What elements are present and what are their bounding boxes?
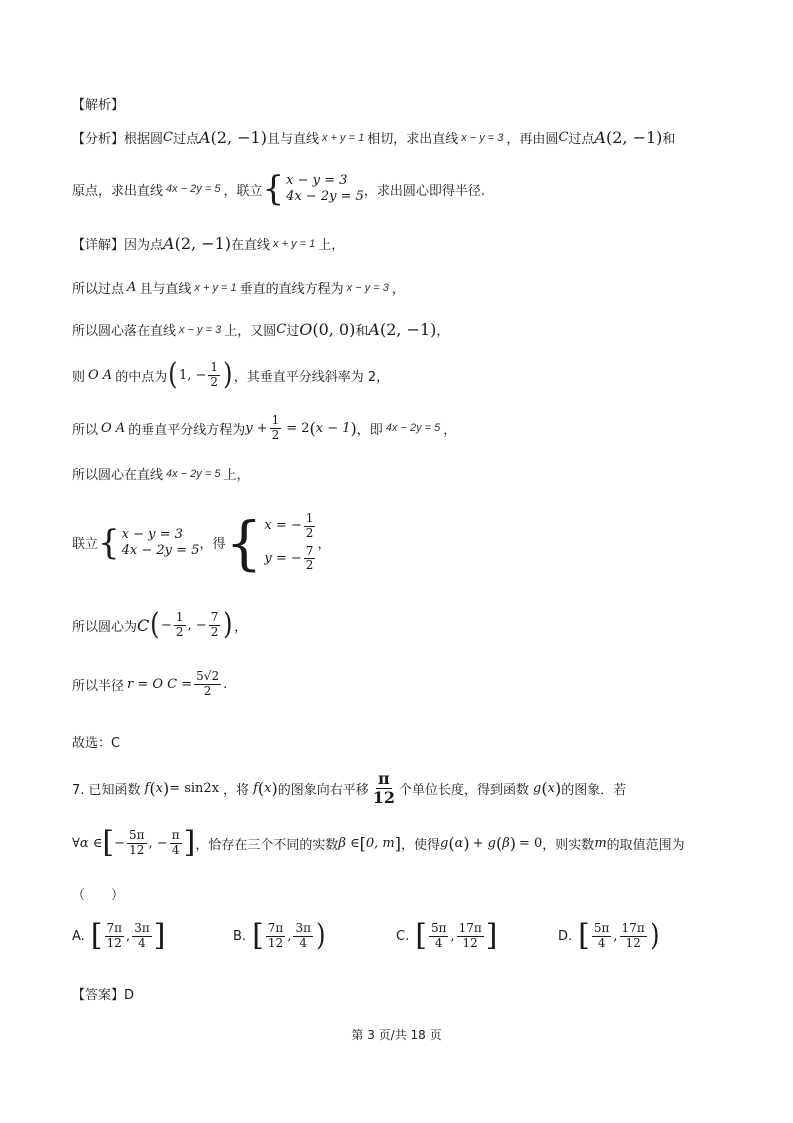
q7-line-1 <box>72 770 626 808</box>
text: 在直线 <box>231 238 271 253</box>
math-var: f <box>253 781 258 797</box>
bracket-left: [ <box>252 918 264 953</box>
solution-system <box>264 512 317 573</box>
solution-y <box>264 545 317 574</box>
xiangjie-line-1 <box>72 234 344 253</box>
numerator: 7π <box>106 920 123 935</box>
paren-left: ( <box>379 320 387 339</box>
paren-right: ) <box>223 357 233 392</box>
brace: { <box>98 522 120 563</box>
math-var: g <box>533 781 542 797</box>
numerator: 5π <box>129 827 145 842</box>
math-var: A <box>163 234 175 253</box>
equation-system <box>122 527 200 558</box>
xiangjie-line-6 <box>72 464 249 483</box>
paren-left: ( <box>605 128 613 147</box>
paren-right: ) <box>463 833 470 853</box>
math-var: x <box>547 781 555 797</box>
math-var: O A <box>101 420 126 436</box>
denominator: 2 <box>210 624 219 639</box>
math-text: = 2 <box>286 420 310 436</box>
math-var: α <box>454 835 464 851</box>
math-var: C <box>558 130 569 145</box>
eq-row: 4x − 2y = 5 <box>121 542 200 558</box>
text: 所以圆心为 <box>72 619 138 635</box>
paren-left: ( <box>309 418 316 438</box>
paren-left: ( <box>448 833 455 853</box>
math-var: g <box>440 835 449 851</box>
bracket-right: ] <box>153 918 166 953</box>
denominator: 12 <box>129 842 145 857</box>
minus: − <box>160 617 172 633</box>
text: ， <box>436 324 450 339</box>
math-text: β ∈ <box>338 835 360 851</box>
text: 上， <box>318 238 345 253</box>
text: ，则实数 <box>542 837 595 853</box>
text: 【详解】因为点 <box>72 238 164 253</box>
math-var: β <box>502 835 510 851</box>
paren-left: ( <box>541 779 548 799</box>
comma: , − <box>148 835 168 851</box>
fenxi-line-1 <box>72 128 675 147</box>
math-point: 2, −1 <box>612 128 657 147</box>
fraction <box>592 922 612 951</box>
bracket-left: [ <box>359 833 366 853</box>
text: 所以过点 <box>72 282 125 297</box>
xiangjie-line-10 <box>72 732 120 751</box>
denominator: 12 <box>267 935 284 950</box>
comma: , − <box>187 617 207 633</box>
text: （ ） <box>72 888 125 903</box>
paren-right: ) <box>350 418 357 438</box>
math-var: m <box>594 835 607 851</box>
paren-left: ( <box>168 357 178 392</box>
numerator: π <box>378 769 390 788</box>
math-var: A <box>127 280 137 295</box>
xiangjie-line-4 <box>72 357 390 392</box>
numerator: π <box>171 827 180 842</box>
math-eq: x + y = 1 <box>194 281 237 294</box>
fraction <box>429 922 449 951</box>
fraction <box>457 922 484 951</box>
fraction <box>266 922 286 951</box>
fraction <box>304 545 316 574</box>
page-number: 第 3 页/共 18 页 <box>351 1028 442 1042</box>
paren-right: ) <box>430 320 437 339</box>
paren-right: ) <box>316 918 326 953</box>
text: 垂直的直线方程为 <box>239 282 344 297</box>
paren-left: ( <box>150 607 160 642</box>
text: 的图象向右平移 <box>277 783 369 799</box>
paren-left: ( <box>174 234 181 253</box>
paren-right: ) <box>649 918 660 953</box>
paren-right: ) <box>162 779 170 799</box>
paren-right: ) <box>260 128 267 147</box>
fraction <box>293 922 313 951</box>
option-label: A. <box>72 928 85 944</box>
equation-system <box>286 173 364 204</box>
denominator: 4 <box>138 935 146 950</box>
xiangjie-line-7 <box>72 508 331 577</box>
text: ，即 <box>356 422 383 438</box>
text: 的图象．若 <box>561 783 627 799</box>
brace: { <box>262 169 285 209</box>
numerator: 3π <box>134 920 150 935</box>
paren-left: ( <box>312 320 319 339</box>
numerator: 1 <box>305 511 314 525</box>
math-text: ∀α ∈ <box>72 835 103 851</box>
answer-label: 【答案】D <box>72 988 135 1003</box>
paren-right: ) <box>509 833 516 853</box>
comma: , <box>287 928 292 944</box>
text: 过点 <box>172 132 199 147</box>
math-eq: 4x − 2y = 5 <box>166 183 221 195</box>
paren-right: ) <box>271 779 278 799</box>
bracket-left: [ <box>415 918 427 953</box>
paren-left: ( <box>149 779 156 799</box>
paren-right: ) <box>656 128 663 147</box>
fraction <box>132 922 152 951</box>
text: ， <box>234 619 248 635</box>
text: ，恰存在三个不同的实数 <box>195 837 339 853</box>
text: ， <box>391 282 405 297</box>
fraction <box>194 670 221 699</box>
eq-row: x − y = 3 <box>121 527 183 542</box>
numerator: 1 <box>271 413 280 427</box>
option-d[interactable] <box>558 918 660 953</box>
denominator: 2 <box>175 624 184 639</box>
math-text: r = O C = <box>127 676 193 692</box>
text: 的垂直平分线方程为 <box>128 422 246 438</box>
text: 所以半径 <box>72 678 125 694</box>
option-label: C. <box>396 928 410 944</box>
text: ， <box>443 422 457 438</box>
numerator: 17π <box>458 920 482 935</box>
fraction <box>304 512 316 541</box>
math-text: = sin2x <box>169 781 220 797</box>
bracket-right: ] <box>183 825 196 860</box>
math-var: O A <box>88 367 113 383</box>
text: 原点，求出直线 <box>72 183 164 199</box>
bracket-left: [ <box>102 825 115 860</box>
xiangjie-line-5 <box>72 414 456 443</box>
fraction <box>208 361 220 390</box>
text: 相切，求出直线 <box>367 132 459 147</box>
text: ，联立 <box>223 183 263 199</box>
paren-right: ) <box>349 320 356 339</box>
numerator: 1 <box>210 359 219 374</box>
xiangjie-line-3 <box>72 320 449 339</box>
denominator: 2 <box>210 374 219 389</box>
option-label: B. <box>233 928 247 944</box>
numerator: 5π <box>430 920 447 935</box>
option-c[interactable] <box>396 918 498 953</box>
math-text: x = − <box>264 518 302 534</box>
math-point: 2, −1 <box>386 320 431 339</box>
bracket-left: [ <box>90 918 103 953</box>
text: 所以 <box>72 422 99 438</box>
xiangjie-line-9 <box>72 670 227 699</box>
text: 7. 已知函数 <box>72 783 141 799</box>
comma: , <box>450 928 455 944</box>
text: 上， <box>223 468 250 483</box>
math-point: 2, −1 <box>180 234 225 253</box>
math-eq: x − y = 3 <box>179 323 222 336</box>
analysis-label: 【解析】 <box>72 98 125 113</box>
text: 和 <box>355 324 369 339</box>
paren-right: ) <box>223 607 233 642</box>
math-text: x − 1 <box>315 420 351 436</box>
xiangjie-line-8 <box>72 607 248 642</box>
comma: , <box>613 928 618 944</box>
math-eq: x + y = 1 <box>322 131 365 144</box>
denominator: 12 <box>372 788 395 808</box>
text: ，再由圆 <box>506 132 559 147</box>
denominator: 2 <box>203 683 212 698</box>
brace: { <box>225 508 263 577</box>
fraction <box>209 611 221 640</box>
q7-line-3 <box>72 884 124 903</box>
fraction <box>170 829 182 858</box>
bracket-right: ] <box>394 833 401 853</box>
math-var: A <box>198 128 211 147</box>
text: 所以圆心在直线 <box>72 468 164 483</box>
denominator: 12 <box>462 935 478 950</box>
bracket-left: [ <box>578 918 590 953</box>
text: 过点 <box>568 132 595 147</box>
fraction <box>270 414 282 443</box>
text: 所以圆心落在直线 <box>72 324 177 339</box>
fraction <box>127 829 147 858</box>
math-eq: x − y = 3 <box>346 281 389 294</box>
math-point: 0, 0 <box>318 320 350 339</box>
text: 且与直线 <box>266 132 319 147</box>
answer-choice-text: 故选：C <box>72 736 121 751</box>
solution-x <box>264 512 317 541</box>
text: ，得 <box>199 537 226 553</box>
text: ， <box>317 537 331 553</box>
denominator: 12 <box>625 935 641 950</box>
eq-row: x − y = 3 <box>286 173 348 189</box>
text: 和 <box>662 132 676 147</box>
numerator: 5√2 <box>196 669 220 683</box>
text: ，求出圆心即得半径. <box>363 183 486 199</box>
denominator: 4 <box>171 842 180 857</box>
answer-line <box>72 984 134 1003</box>
fraction <box>371 770 397 808</box>
numerator: 17π <box>621 920 645 935</box>
math-var: C <box>137 615 150 635</box>
paren-right: ) <box>554 779 562 799</box>
analysis-heading <box>72 94 124 113</box>
math-eq: x + y = 1 <box>273 237 316 250</box>
numerator: 3π <box>295 920 311 935</box>
xiangjie-line-2 <box>72 278 405 297</box>
q7-line-2 <box>72 825 685 860</box>
numerator: 7 <box>210 609 219 624</box>
text: 【分析】根据圆 <box>72 132 164 147</box>
denominator: 4 <box>434 935 443 950</box>
numerator: 7π <box>267 920 284 935</box>
option-label: D. <box>558 928 573 944</box>
denominator: 4 <box>597 935 606 950</box>
text: ，其垂直平分线斜率为 2， <box>233 369 390 385</box>
math-text: 1, − <box>178 367 207 383</box>
math-var: C <box>163 130 173 145</box>
fraction <box>174 611 186 640</box>
math-eq: 4x − 2y = 5 <box>385 422 441 435</box>
text: ，使得 <box>401 837 441 853</box>
numerator: 1 <box>175 609 184 624</box>
math-var: O <box>299 320 313 339</box>
option-a[interactable] <box>72 918 166 953</box>
text: 个单位长度，得到函数 <box>399 783 530 799</box>
math-var: f <box>144 781 150 797</box>
paren-left: ( <box>495 833 503 853</box>
denominator: 2 <box>271 427 280 442</box>
paren-right: ) <box>224 234 232 253</box>
math-text: y + <box>245 420 268 436</box>
fraction <box>105 922 125 951</box>
math-var: C <box>276 322 287 337</box>
comma: , <box>126 928 131 944</box>
math-var: A <box>594 128 606 147</box>
math-var: A <box>368 320 380 339</box>
fraction <box>620 922 647 951</box>
math-var: x <box>264 781 272 797</box>
text: 则 <box>72 369 86 385</box>
text: . <box>223 676 228 692</box>
math-point: 2, −1 <box>216 128 261 147</box>
text: 过 <box>286 324 300 339</box>
text: ，将 <box>223 783 250 799</box>
denominator: 2 <box>305 558 314 573</box>
denominator: 12 <box>106 935 122 950</box>
page-footer <box>0 1026 793 1043</box>
denominator: 2 <box>305 525 314 540</box>
numerator: 5π <box>593 920 610 935</box>
text: 的中点为 <box>115 369 168 385</box>
paren-left: ( <box>257 779 265 799</box>
text: 联立 <box>72 537 99 553</box>
eq-row: 4x − 2y = 5 <box>286 189 364 204</box>
math-text: + g <box>472 835 496 851</box>
math-eq: x − y = 3 <box>461 131 504 144</box>
fenxi-line-2 <box>72 169 486 209</box>
text: 且与直线 <box>139 282 192 297</box>
math-text: y = − <box>264 550 302 566</box>
paren-left: ( <box>210 128 217 147</box>
option-b[interactable] <box>233 918 327 953</box>
math-var: x <box>155 781 163 797</box>
text: 的取值范围为 <box>606 837 685 853</box>
math-text: = 0 <box>519 835 543 851</box>
bracket-right: ] <box>485 918 498 953</box>
math-eq: 4x − 2y = 5 <box>166 467 221 480</box>
numerator: 7 <box>305 543 314 558</box>
text: 上，又圆 <box>224 324 277 339</box>
minus: − <box>114 835 126 851</box>
math-text: 0, m <box>365 835 395 851</box>
denominator: 4 <box>299 935 308 950</box>
